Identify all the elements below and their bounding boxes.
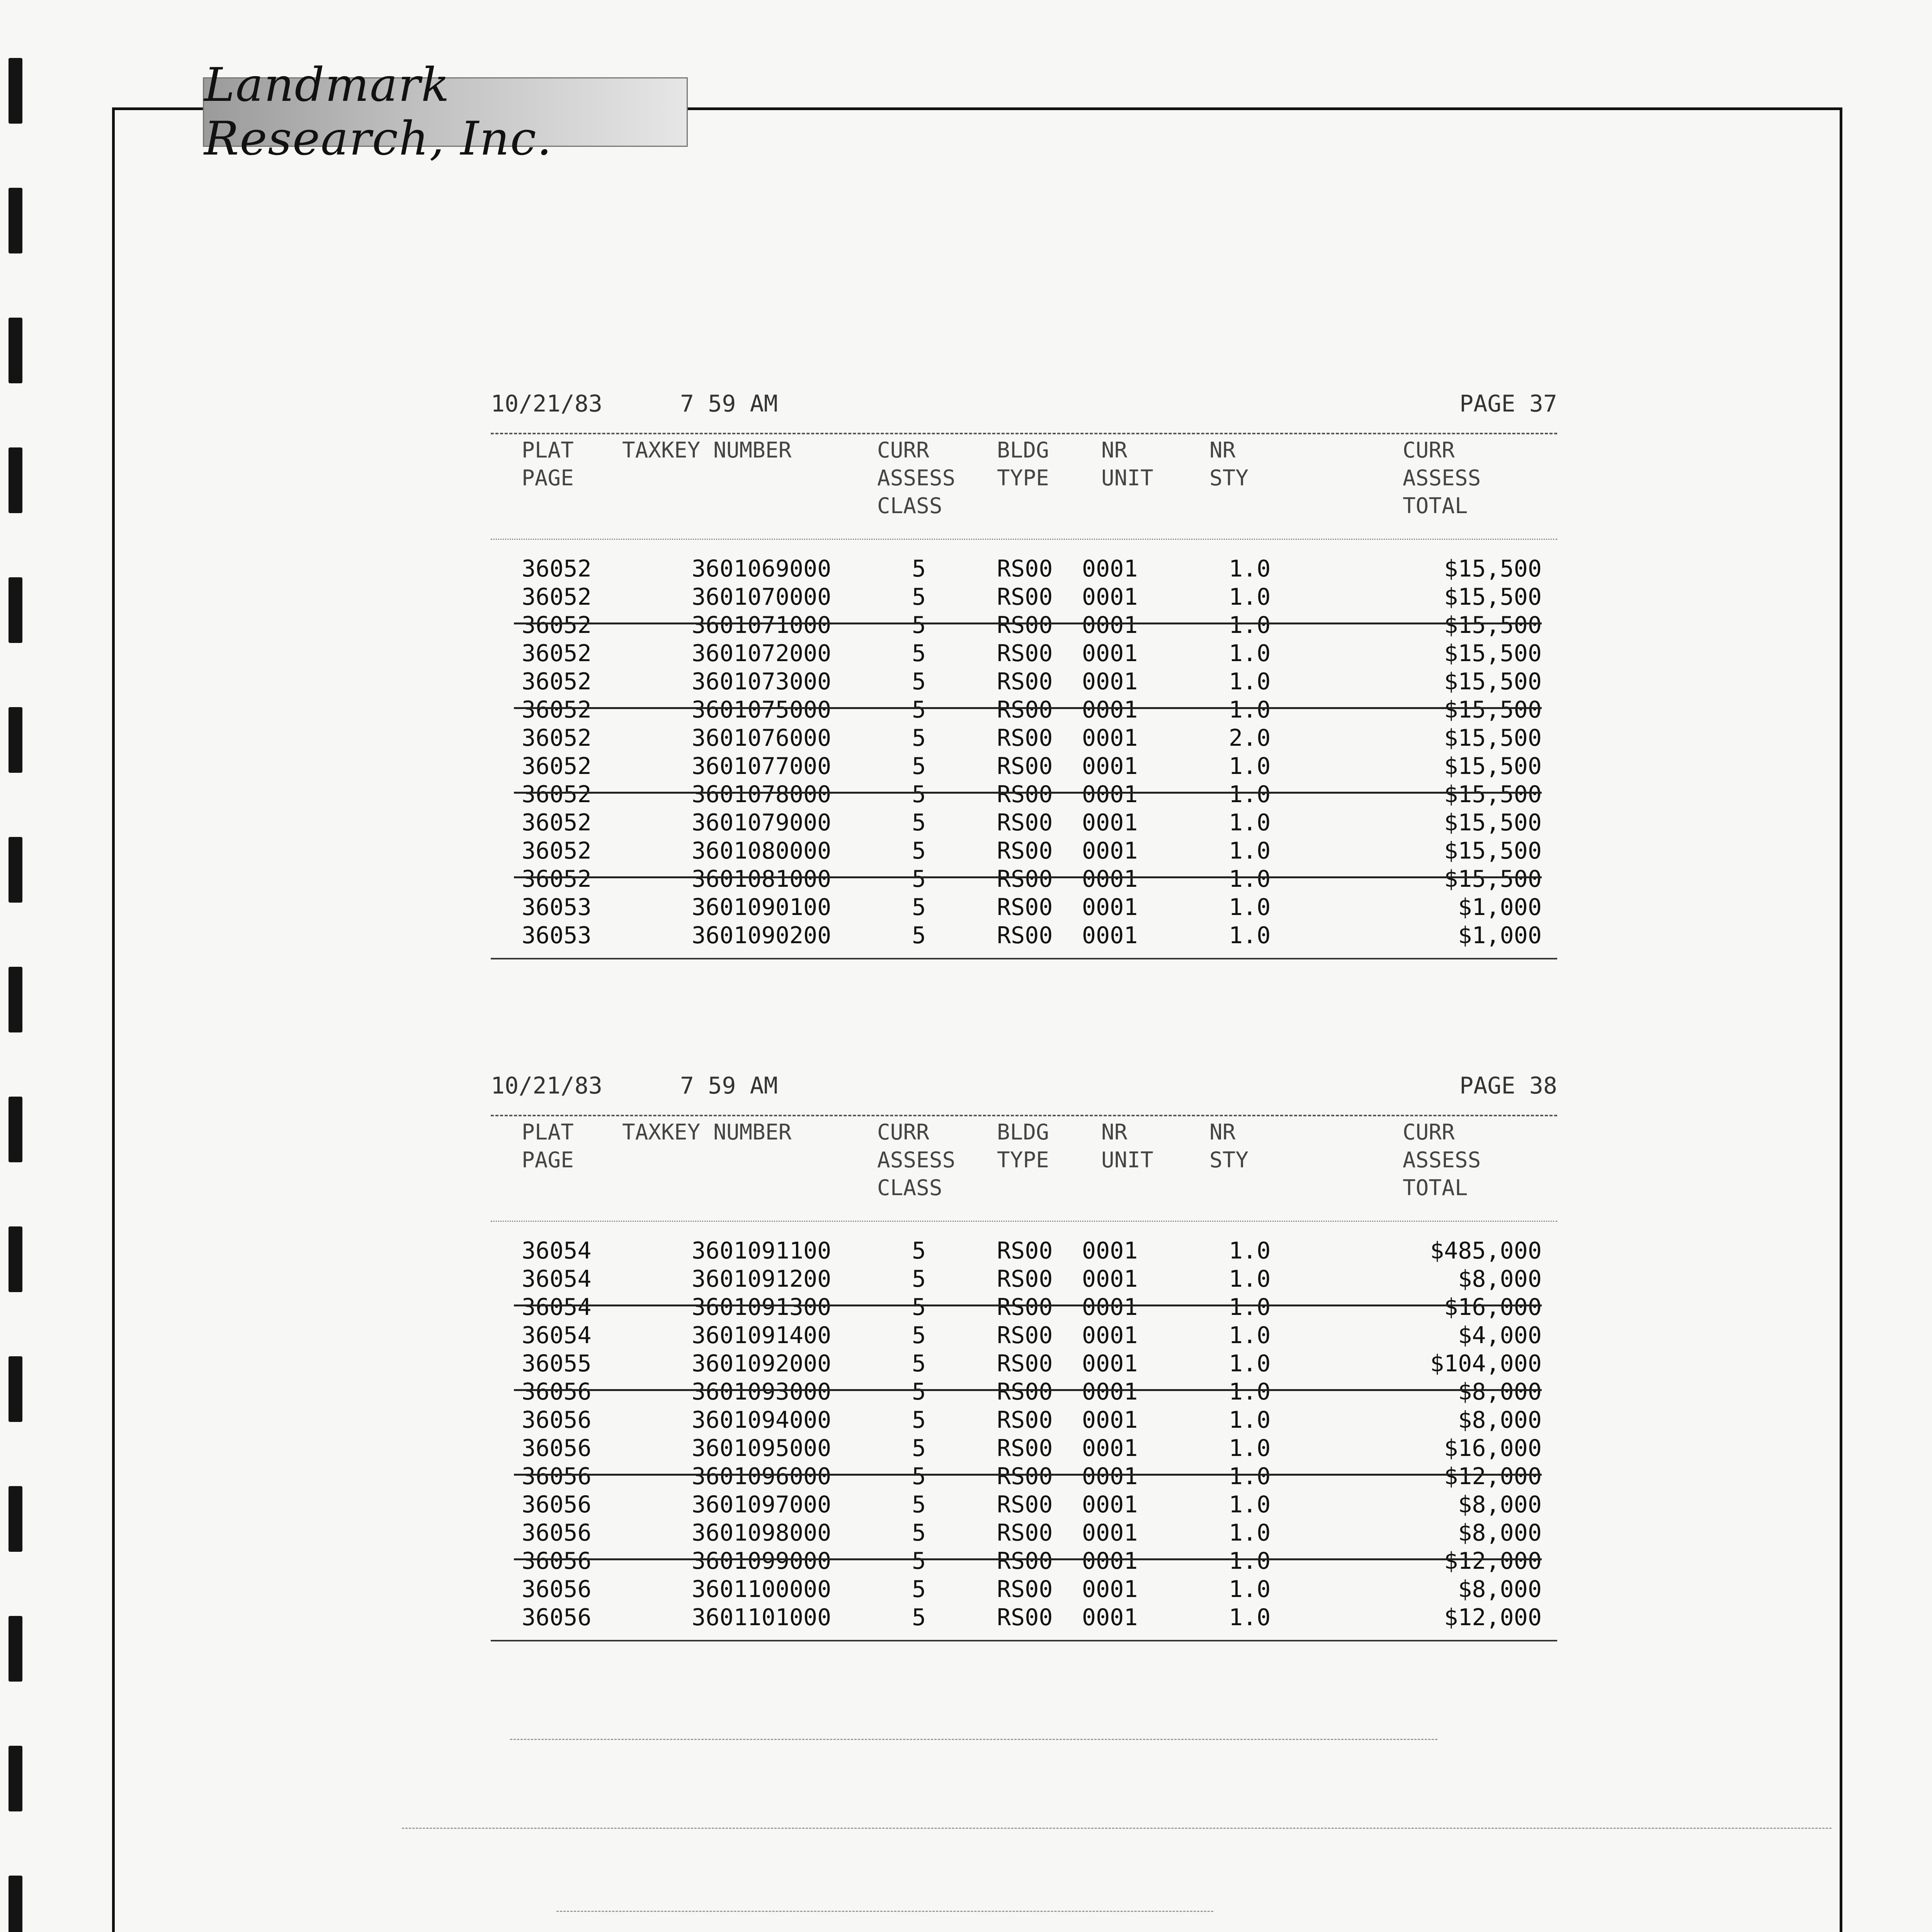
plat-page-cell: 36056 <box>522 1378 592 1405</box>
table-row <box>491 837 1557 866</box>
taxkey-cell: 3601101000 <box>692 1604 832 1631</box>
bldg-type-cell: RS00 <box>997 612 1053 639</box>
assess-class-cell: 5 <box>912 696 926 723</box>
table-row <box>491 1378 1557 1406</box>
assess-total-cell: $15,500 <box>1444 866 1542 893</box>
plat-page-cell: 36054 <box>522 1322 592 1349</box>
taxkey-cell: 3601077000 <box>692 753 832 780</box>
assess-class-cell: 5 <box>912 612 926 639</box>
bldg-type-cell: RS00 <box>997 668 1053 695</box>
table-row <box>491 1406 1557 1435</box>
nr-unit-cell: 0001 <box>1082 1265 1138 1293</box>
nr-sty-cell: 1.0 <box>1229 1519 1271 1546</box>
binder-holes <box>9 58 24 1932</box>
table-row <box>491 1435 1557 1463</box>
table-row <box>491 1548 1557 1576</box>
nr-unit-cell: 0001 <box>1082 837 1138 864</box>
nr-unit-cell: 0001 <box>1082 668 1138 695</box>
record-list <box>491 539 1557 959</box>
stray-rule <box>402 1828 1832 1829</box>
col-assess-total: CURR ASSESS TOTAL <box>1403 438 1481 519</box>
nr-unit-cell: 0001 <box>1082 1322 1138 1349</box>
table-row <box>491 612 1557 640</box>
bldg-type-cell: RS00 <box>997 1604 1053 1631</box>
plat-page-cell: 36054 <box>522 1294 592 1321</box>
nr-sty-cell: 1.0 <box>1229 1237 1271 1264</box>
taxkey-cell: 3601076000 <box>692 724 832 752</box>
taxkey-cell: 3601097000 <box>692 1491 832 1518</box>
plat-page-cell: 36054 <box>522 1237 592 1264</box>
plat-page-cell: 36053 <box>522 894 592 921</box>
nr-unit-cell: 0001 <box>1082 612 1138 639</box>
assess-class-cell: 5 <box>912 668 926 695</box>
table-row <box>491 1265 1557 1294</box>
nr-unit-cell: 0001 <box>1082 1519 1138 1546</box>
plat-page-cell: 36052 <box>522 724 592 752</box>
assess-class-cell: 5 <box>912 583 926 611</box>
col-nr-unit: NR UNIT <box>1101 1120 1153 1173</box>
bldg-type-cell: RS00 <box>997 1378 1053 1405</box>
plat-page-cell: 36052 <box>522 583 592 611</box>
plat-page-cell: 36052 <box>522 640 592 667</box>
nr-sty-cell: 1.0 <box>1229 1406 1271 1434</box>
nr-sty-cell: 1.0 <box>1229 1435 1271 1462</box>
bldg-type-cell: RS00 <box>997 1576 1053 1603</box>
bldg-type-cell: RS00 <box>997 1435 1053 1462</box>
assess-total-cell: $16,000 <box>1444 1435 1542 1462</box>
plat-page-cell: 36056 <box>522 1406 592 1434</box>
assess-total-cell: $485,000 <box>1430 1237 1542 1264</box>
table-row <box>491 1350 1557 1378</box>
bldg-type-cell: RS00 <box>997 866 1053 893</box>
binder-hole <box>9 577 22 643</box>
col-bldg-type: BLDG TYPE <box>997 1120 1049 1173</box>
assess-class-cell: 5 <box>912 922 926 949</box>
binder-hole <box>9 1876 22 1932</box>
report-time: 7 59 AM <box>680 390 778 417</box>
nr-sty-cell: 1.0 <box>1229 583 1271 611</box>
report-header <box>491 390 1557 433</box>
bldg-type-cell: RS00 <box>997 1294 1053 1321</box>
bldg-type-cell: RS00 <box>997 922 1053 949</box>
taxkey-cell: 3601091400 <box>692 1322 832 1349</box>
table-row <box>491 668 1557 696</box>
table-row <box>491 724 1557 753</box>
assess-total-cell: $15,500 <box>1444 837 1542 864</box>
assess-class-cell: 5 <box>912 1294 926 1321</box>
stray-rule <box>510 1739 1437 1740</box>
assess-total-cell: $1,000 <box>1458 894 1542 921</box>
plat-page-cell: 36056 <box>522 1491 592 1518</box>
plat-page-cell: 36056 <box>522 1548 592 1575</box>
binder-hole <box>9 318 22 383</box>
nr-unit-cell: 0001 <box>1082 1350 1138 1377</box>
col-plat-page: PLAT PAGE <box>522 1120 574 1173</box>
nr-sty-cell: 1.0 <box>1229 894 1271 921</box>
company-logo: Landmark Research, Inc. <box>203 77 688 147</box>
assess-class-cell: 5 <box>912 781 926 808</box>
bldg-type-cell: RS00 <box>997 1322 1053 1349</box>
taxkey-cell: 3601069000 <box>692 555 832 582</box>
binder-hole <box>9 1616 22 1682</box>
nr-unit-cell: 0001 <box>1082 555 1138 582</box>
assess-total-cell: $8,000 <box>1458 1576 1542 1603</box>
plat-page-cell: 36052 <box>522 612 592 639</box>
table-row <box>491 555 1557 583</box>
table-row <box>491 753 1557 781</box>
nr-unit-cell: 0001 <box>1082 583 1138 611</box>
assess-class-cell: 5 <box>912 640 926 667</box>
report-date: 10/21/83 <box>491 390 602 417</box>
assess-class-cell: 5 <box>912 809 926 836</box>
nr-sty-cell: 1.0 <box>1229 612 1271 639</box>
taxkey-cell: 3601099000 <box>692 1548 832 1575</box>
col-nr-unit: NR UNIT <box>1101 438 1153 491</box>
table-row <box>491 1322 1557 1350</box>
nr-unit-cell: 0001 <box>1082 1378 1138 1405</box>
taxkey-cell: 3601071000 <box>692 612 832 639</box>
taxkey-cell: 3601096000 <box>692 1463 832 1490</box>
taxkey-cell: 3601092000 <box>692 1350 832 1377</box>
nr-unit-cell: 0001 <box>1082 640 1138 667</box>
assess-class-cell: 5 <box>912 1604 926 1631</box>
nr-sty-cell: 1.0 <box>1229 1322 1271 1349</box>
nr-sty-cell: 1.0 <box>1229 1548 1271 1575</box>
plat-page-cell: 36056 <box>522 1435 592 1462</box>
assess-class-cell: 5 <box>912 894 926 921</box>
plat-page-cell: 36056 <box>522 1576 592 1603</box>
taxkey-cell: 3601094000 <box>692 1406 832 1434</box>
assess-total-cell: $8,000 <box>1458 1519 1542 1546</box>
nr-unit-cell: 0001 <box>1082 1491 1138 1518</box>
plat-page-cell: 36052 <box>522 837 592 864</box>
assess-class-cell: 5 <box>912 1519 926 1546</box>
nr-sty-cell: 1.0 <box>1229 1378 1271 1405</box>
plat-page-cell: 36055 <box>522 1350 592 1377</box>
table-row <box>491 1463 1557 1491</box>
col-taxkey-number: TAXKEY NUMBER <box>622 438 792 463</box>
nr-unit-cell: 0001 <box>1082 1576 1138 1603</box>
nr-unit-cell: 0001 <box>1082 1237 1138 1264</box>
table-row <box>491 1237 1557 1265</box>
col-assess-class: CURR ASSESS CLASS <box>877 1120 956 1201</box>
nr-unit-cell: 0001 <box>1082 866 1138 893</box>
table-row <box>491 1294 1557 1322</box>
record-list <box>491 1221 1557 1641</box>
binder-hole <box>9 1097 22 1162</box>
taxkey-cell: 3601100000 <box>692 1576 832 1603</box>
assess-class-cell: 5 <box>912 1435 926 1462</box>
assess-class-cell: 5 <box>912 724 926 752</box>
taxkey-cell: 3601072000 <box>692 640 832 667</box>
bldg-type-cell: RS00 <box>997 1406 1053 1434</box>
assess-total-cell: $15,500 <box>1444 781 1542 808</box>
bldg-type-cell: RS00 <box>997 1350 1053 1377</box>
assess-class-cell: 5 <box>912 1576 926 1603</box>
assess-total-cell: $15,500 <box>1444 612 1542 639</box>
nr-unit-cell: 0001 <box>1082 1548 1138 1575</box>
nr-unit-cell: 0001 <box>1082 809 1138 836</box>
bldg-type-cell: RS00 <box>997 1463 1053 1490</box>
table-row <box>491 1576 1557 1604</box>
taxkey-cell: 3601073000 <box>692 668 832 695</box>
assess-total-cell: $8,000 <box>1458 1406 1542 1434</box>
binder-hole <box>9 1356 22 1422</box>
assess-class-cell: 5 <box>912 1548 926 1575</box>
table-row <box>491 781 1557 809</box>
stray-rule <box>556 1911 1213 1912</box>
nr-sty-cell: 1.0 <box>1229 1350 1271 1377</box>
column-headers <box>491 1115 1557 1221</box>
report-time: 7 59 AM <box>680 1072 778 1099</box>
taxkey-cell: 3601098000 <box>692 1519 832 1546</box>
bldg-type-cell: RS00 <box>997 753 1053 780</box>
assess-total-cell: $4,000 <box>1458 1322 1542 1349</box>
col-assess-total: CURR ASSESS TOTAL <box>1403 1120 1481 1201</box>
assess-total-cell: $15,500 <box>1444 640 1542 667</box>
binder-hole <box>9 1746 22 1811</box>
assess-class-cell: 5 <box>912 1491 926 1518</box>
taxkey-cell: 3601090200 <box>692 922 832 949</box>
binder-hole <box>9 1486 22 1552</box>
assess-class-cell: 5 <box>912 1378 926 1405</box>
table-row <box>491 696 1557 724</box>
nr-unit-cell: 0001 <box>1082 781 1138 808</box>
col-bldg-type: BLDG TYPE <box>997 438 1049 491</box>
nr-sty-cell: 1.0 <box>1229 1604 1271 1631</box>
bldg-type-cell: RS00 <box>997 696 1053 723</box>
assess-total-cell: $8,000 <box>1458 1265 1542 1293</box>
assess-class-cell: 5 <box>912 1463 926 1490</box>
assess-class-cell: 5 <box>912 866 926 893</box>
taxkey-cell: 3601080000 <box>692 837 832 864</box>
bldg-type-cell: RS00 <box>997 724 1053 752</box>
nr-sty-cell: 1.0 <box>1229 837 1271 864</box>
taxkey-cell: 3601091300 <box>692 1294 832 1321</box>
nr-unit-cell: 0001 <box>1082 1604 1138 1631</box>
nr-unit-cell: 0001 <box>1082 922 1138 949</box>
table-row <box>491 922 1557 950</box>
nr-sty-cell: 1.0 <box>1229 866 1271 893</box>
assess-class-cell: 5 <box>912 1350 926 1377</box>
nr-sty-cell: 1.0 <box>1229 668 1271 695</box>
binder-hole <box>9 447 22 513</box>
col-nr-sty: NR STY <box>1209 1120 1249 1173</box>
bldg-type-cell: RS00 <box>997 837 1053 864</box>
binder-hole <box>9 1226 22 1292</box>
nr-unit-cell: 0001 <box>1082 1406 1138 1434</box>
taxkey-cell: 3601078000 <box>692 781 832 808</box>
table-row <box>491 866 1557 894</box>
nr-sty-cell: 1.0 <box>1229 1463 1271 1490</box>
taxkey-cell: 3601090100 <box>692 894 832 921</box>
nr-sty-cell: 2.0 <box>1229 724 1271 752</box>
bldg-type-cell: RS00 <box>997 1265 1053 1293</box>
nr-unit-cell: 0001 <box>1082 1435 1138 1462</box>
assess-total-cell: $15,500 <box>1444 809 1542 836</box>
plat-page-cell: 36056 <box>522 1519 592 1546</box>
table-row <box>491 1519 1557 1548</box>
plat-page-cell: 36052 <box>522 781 592 808</box>
plat-page-cell: 36052 <box>522 809 592 836</box>
assess-total-cell: $15,500 <box>1444 753 1542 780</box>
page-frame <box>112 107 1842 1932</box>
plat-page-cell: 36052 <box>522 866 592 893</box>
plat-page-cell: 36056 <box>522 1604 592 1631</box>
nr-sty-cell: 1.0 <box>1229 640 1271 667</box>
binder-hole <box>9 837 22 903</box>
column-headers <box>491 433 1557 539</box>
col-taxkey-number: TAXKEY NUMBER <box>622 1120 792 1145</box>
binder-hole <box>9 188 22 253</box>
assess-class-cell: 5 <box>912 753 926 780</box>
assess-class-cell: 5 <box>912 555 926 582</box>
assess-class-cell: 5 <box>912 1237 926 1264</box>
assess-total-cell: $15,500 <box>1444 724 1542 752</box>
assess-total-cell: $104,000 <box>1430 1350 1542 1377</box>
plat-page-cell: 36052 <box>522 555 592 582</box>
plat-page-cell: 36052 <box>522 753 592 780</box>
table-row <box>491 640 1557 668</box>
nr-sty-cell: 1.0 <box>1229 1265 1271 1293</box>
nr-sty-cell: 1.0 <box>1229 809 1271 836</box>
bldg-type-cell: RS00 <box>997 640 1053 667</box>
assess-class-cell: 5 <box>912 1265 926 1293</box>
nr-sty-cell: 1.0 <box>1229 922 1271 949</box>
binder-hole <box>9 58 22 124</box>
nr-sty-cell: 1.0 <box>1229 1294 1271 1321</box>
report-date: 10/21/83 <box>491 1072 602 1099</box>
assess-total-cell: $16,000 <box>1444 1294 1542 1321</box>
bldg-type-cell: RS00 <box>997 781 1053 808</box>
bldg-type-cell: RS00 <box>997 809 1053 836</box>
assess-total-cell: $15,500 <box>1444 668 1542 695</box>
bldg-type-cell: RS00 <box>997 555 1053 582</box>
report-page-label: PAGE 37 <box>1459 390 1557 417</box>
assess-total-cell: $15,500 <box>1444 583 1542 611</box>
binder-hole <box>9 707 22 773</box>
bldg-type-cell: RS00 <box>997 1491 1053 1518</box>
binder-hole <box>9 967 22 1032</box>
nr-sty-cell: 1.0 <box>1229 696 1271 723</box>
bldg-type-cell: RS00 <box>997 1519 1053 1546</box>
nr-sty-cell: 1.0 <box>1229 1491 1271 1518</box>
table-row <box>491 583 1557 612</box>
report-page-38 <box>491 1072 1557 1641</box>
bldg-type-cell: RS00 <box>997 1548 1053 1575</box>
nr-unit-cell: 0001 <box>1082 1294 1138 1321</box>
assess-total-cell: $12,000 <box>1444 1604 1542 1631</box>
nr-sty-cell: 1.0 <box>1229 1576 1271 1603</box>
assess-total-cell: $12,000 <box>1444 1463 1542 1490</box>
col-nr-sty: NR STY <box>1209 438 1249 491</box>
assess-class-cell: 5 <box>912 837 926 864</box>
assess-class-cell: 5 <box>912 1406 926 1434</box>
plat-page-cell: 36054 <box>522 1265 592 1293</box>
taxkey-cell: 3601091200 <box>692 1265 832 1293</box>
report-page-label: PAGE 38 <box>1459 1072 1557 1099</box>
report-page-37 <box>491 390 1557 959</box>
taxkey-cell: 3601079000 <box>692 809 832 836</box>
taxkey-cell: 3601093000 <box>692 1378 832 1405</box>
plat-page-cell: 36053 <box>522 922 592 949</box>
assess-total-cell: $8,000 <box>1458 1491 1542 1518</box>
nr-sty-cell: 1.0 <box>1229 753 1271 780</box>
assess-class-cell: 5 <box>912 1322 926 1349</box>
bldg-type-cell: RS00 <box>997 583 1053 611</box>
taxkey-cell: 3601075000 <box>692 696 832 723</box>
table-row <box>491 894 1557 922</box>
nr-unit-cell: 0001 <box>1082 724 1138 752</box>
nr-sty-cell: 1.0 <box>1229 781 1271 808</box>
nr-unit-cell: 0001 <box>1082 1463 1138 1490</box>
nr-sty-cell: 1.0 <box>1229 555 1271 582</box>
plat-page-cell: 36056 <box>522 1463 592 1490</box>
bldg-type-cell: RS00 <box>997 894 1053 921</box>
assess-total-cell: $15,500 <box>1444 696 1542 723</box>
col-assess-class: CURR ASSESS CLASS <box>877 438 956 519</box>
plat-page-cell: 36052 <box>522 668 592 695</box>
assess-total-cell: $12,000 <box>1444 1548 1542 1575</box>
taxkey-cell: 3601091100 <box>692 1237 832 1264</box>
table-row <box>491 1491 1557 1519</box>
table-row <box>491 809 1557 837</box>
assess-total-cell: $1,000 <box>1458 922 1542 949</box>
assess-total-cell: $15,500 <box>1444 555 1542 582</box>
nr-unit-cell: 0001 <box>1082 894 1138 921</box>
nr-unit-cell: 0001 <box>1082 696 1138 723</box>
taxkey-cell: 3601095000 <box>692 1435 832 1462</box>
assess-total-cell: $8,000 <box>1458 1378 1542 1405</box>
nr-unit-cell: 0001 <box>1082 753 1138 780</box>
bldg-type-cell: RS00 <box>997 1237 1053 1264</box>
col-plat-page: PLAT PAGE <box>522 438 574 491</box>
report-header <box>491 1072 1557 1115</box>
taxkey-cell: 3601081000 <box>692 866 832 893</box>
plat-page-cell: 36052 <box>522 696 592 723</box>
taxkey-cell: 3601070000 <box>692 583 832 611</box>
table-row <box>491 1604 1557 1632</box>
